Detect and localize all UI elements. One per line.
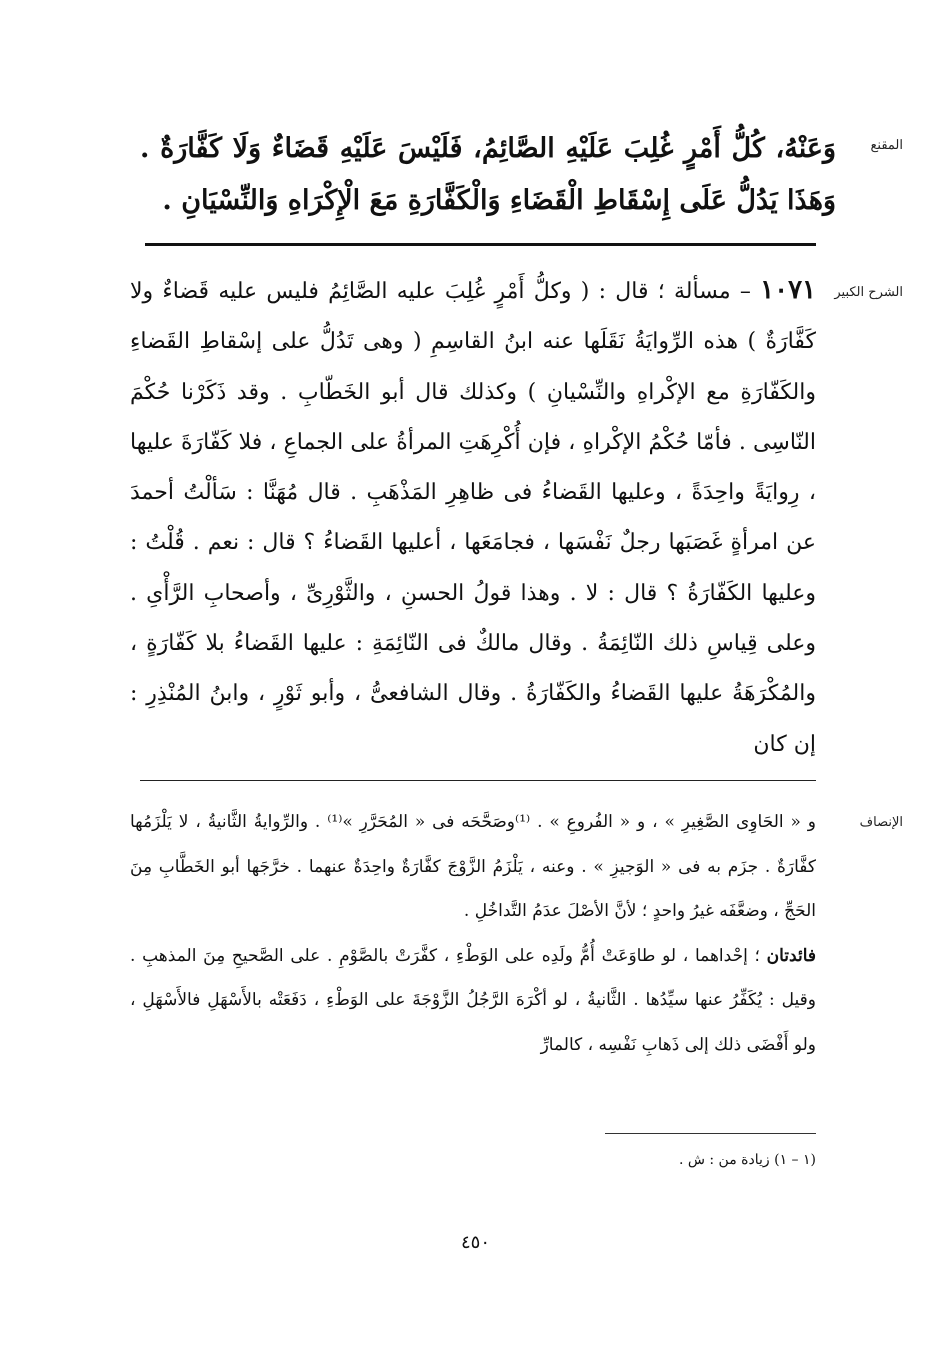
section-divider-thin: [140, 780, 816, 781]
insaf-text-block: [130, 800, 816, 1067]
sharh-text-block: [130, 265, 816, 770]
section-divider-thick: [145, 243, 816, 246]
page-number: ٤٥٠: [460, 1232, 490, 1253]
issue-number: ١٠٧١: [760, 275, 816, 305]
sharh-text: – مسألة ؛ قال : ( وكلُّ أَمْرٍ غُلِبَ عليه الصَّائِمُ فليس عليه قَضاءٌ ولا كَفَّارَةٌ ) هذه الرِّوايَةُ نَقَلَها عنه ابنُ القاسِمِ ( وهى تَدُلُّ على إسْقاطِ القَضاءِ والكَفّارَةِ مع الإكْراهِ والنِّسْيانِ ) وكذلك قال أبو الخَطّابِ . وقد ذَكَرْنا حُكْمَ النّاسِى . فأمّا حُكْمُ الإكْراهِ ، فإن أُكْرِهَتِ المرأةُ على الجماعِ ، فلا كَفّارَةَ عليها ، رِوايَةً واحِدَةً ، وعليها القَضاءُ فى ظاهِرِ المَذْهَبِ . قال مُهَنَّا : سَألْتُ أحمدَ عن امرأةٍ غَصَبَها رجلٌ نَفْسَها ، فجامَعَها ، أعليها القَضاءُ ؟ قال : نعم . قُلْتُ : وعليها الكَفّارَةُ ؟ قال : لا . وهذا قولُ الحسنِ ، والثَّوْرِىِّ ، وأصحابِ الرَّأْىِ . وعلى قِياسِ ذلك النّائِمَةُ . وقال مالكٌ فى النّائِمَةِ : عليها القَضاءُ بلا كَفّارَةٍ ، والمُكْرَهَةُ عليها القَضاءُ والكَفّارَةُ . وقال الشافعىُّ ، وأبو ثَوْرٍ ، وابنُ المُنْذِرِ : إن كان: [130, 279, 816, 757]
side-label-sharh: الشرح الكبير: [834, 285, 903, 300]
muqni-text: وَعَنْهُ، كُلُّ أَمْرٍ غُلِبَ عَلَيْهِ الصَّائِمُ، فَلَيْسَ عَلَيْهِ قَضَاءٌ وَلَا كَفَّارَةٌ . وَهَذَا يَدُلُّ عَلَى إِسْقَاطِ الْقَضَاءِ وَالْكَفَّارَةِ مَعَ الْإِكْرَاهِ وَالنِّسْيَانِ .: [140, 133, 836, 216]
side-label-muqni: المقنع: [870, 138, 903, 153]
side-label-insaf: الإنصاف: [859, 815, 903, 830]
footnote-divider: [605, 1133, 816, 1134]
insaf-paragraph-2: [130, 934, 816, 1068]
insaf-paragraph-2-lead: فائدتان: [766, 945, 816, 966]
insaf-paragraph-2-text: ؛ إحْداهما ، لو طاوَعَتْ أُمُّ ولَدِه على الوَطْءِ ، كفَّرَتْ بالصَّوْمِ . على الصَّحيحِ مِنَ المذهبِ . وقيل : يُكَفِّرُ عنها سيِّدُها . الثَّانيةُ ، لو أكْرَهَ الرَّجُلُ الزَّوْجَةَ على الوَطْءِ ، دَفَعَتْه بالأَسْهَلِ فالأَسْهَلِ ، ولو أَفْضَى ذلك إلى ذَهابِ نَفْسِه ، كالمارِّ: [130, 945, 816, 1055]
insaf-paragraph-1: و « الحَاوِى الصَّغِيرِ » ، و « الفُروعِ » . ⁽¹⁾وصَحَّحَه فى « المُحَرَّرِ »⁽¹⁾ . والرِّوايةُ الثَّانيةُ ، لا يَلْزَمُها كفَّارَةٌ . جزَم به فى « الوَجيزِ » . وعنه ، يَلْزَمُ الزَّوْجَ كفَّارَةٌ واحِدَةٌ عنهما . خرَّجَها أبو الخَطَّابِ مِنَ الحَجِّ ، وضعَّفَه غيرُ واحدٍ ؛ لأنَّ الأصْلَ عدَمُ التَّداخُلِ .: [130, 812, 816, 921]
footnote: (١ – ١) زيادة من : ش .: [678, 1152, 816, 1168]
